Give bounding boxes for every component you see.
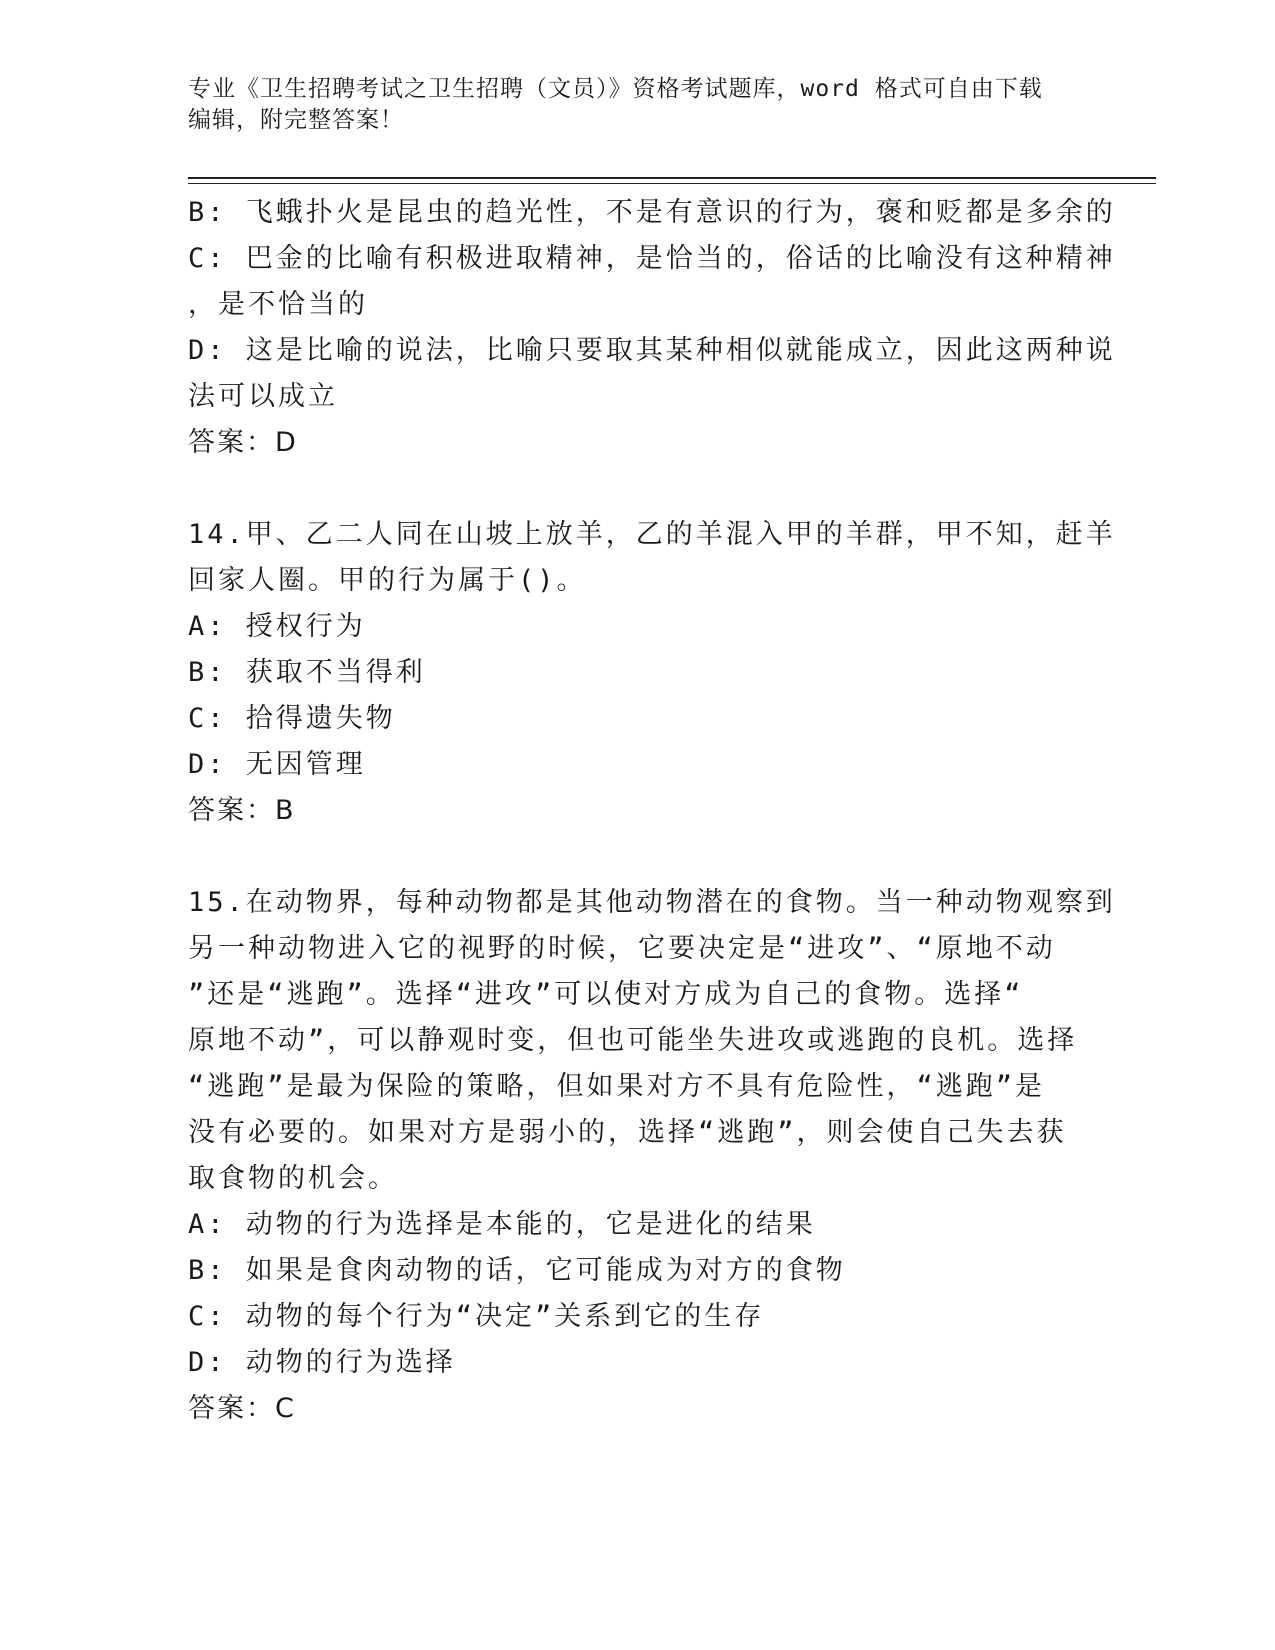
q14-answer: 答案：B [188,795,296,826]
q15-option-c: C: 动物的每个行为“决定”关系到它的生存 [188,1301,765,1332]
q15-stem-line-4: 原地不动”，可以静观时变，但也可能坐失进攻或逃跑的良机。选择 [188,1025,1078,1056]
question-content [188,190,1116,1432]
q14-stem-line-1: 14.甲、乙二人同在山坡上放羊，乙的羊混入甲的羊群，甲不知，赶羊 [188,519,1116,550]
header-divider-bottom [188,183,1156,184]
spacer [188,834,1088,880]
q14-option-d: D: 无因管理 [188,749,366,780]
q13-option-c-line-2: ，是不恰当的 [188,289,368,320]
q14-option-a: A: 授权行为 [188,611,366,642]
document-header [188,74,1088,136]
q13-option-c-line-1: C: 巴金的比喻有积极进取精神，是恰当的，俗话的比喻没有这种精神 [188,243,1116,274]
q15-stem-line-6: 没有必要的。如果对方是弱小的，选择“逃跑”，则会使自己失去获 [188,1117,1067,1148]
q15-stem-line-7: 取食物的机会。 [188,1163,398,1194]
q13-option-b: B: 飞蛾扑火是昆虫的趋光性，不是有意识的行为，褒和贬都是多余的 [188,197,1116,228]
q14-option-c: C: 拾得遗失物 [188,703,396,734]
q13-option-d-line-2: 法可以成立 [188,381,338,412]
question-15 [188,880,1116,1432]
q15-option-b: B: 如果是食肉动物的话，它可能成为对方的食物 [188,1255,846,1286]
q15-answer: 答案：C [188,1393,296,1424]
q15-stem-line-2: 另一种动物进入它的视野的时候，它要决定是“进攻”、“原地不动 [188,933,1056,964]
q15-option-d: D: 动物的行为选择 [188,1347,456,1378]
q14-stem-line-2: 回家人圈。甲的行为属于()。 [188,565,587,596]
question-13-continued [188,190,1116,466]
header-line-2: 编辑，附完整答案！ [188,107,404,133]
q15-stem-line-5: “逃跑”是最为保险的策略，但如果对方不具有危险性，“逃跑”是 [188,1071,1046,1102]
q13-answer: 答案：D [188,427,298,458]
q15-option-a: A: 动物的行为选择是本能的，它是进化的结果 [188,1209,816,1240]
header-divider-top [188,177,1156,179]
header-line-1: 专业《卫生招聘考试之卫生招聘（文员）》资格考试题库，word 格式可自由下载 [188,76,1043,102]
q15-stem-line-3: ”还是“逃跑”。选择“进攻”可以使对方成为自己的食物。选择“ [188,979,1024,1010]
spacer [188,466,1088,512]
q13-option-d-line-1: D: 这是比喻的说法，比喻只要取其某种相似就能成立，因此这两种说 [188,335,1116,366]
q14-option-b: B: 获取不当得利 [188,657,426,688]
question-14 [188,512,1116,834]
q15-stem-line-1: 15.在动物界，每种动物都是其他动物潜在的食物。当一种动物观察到 [188,887,1116,918]
